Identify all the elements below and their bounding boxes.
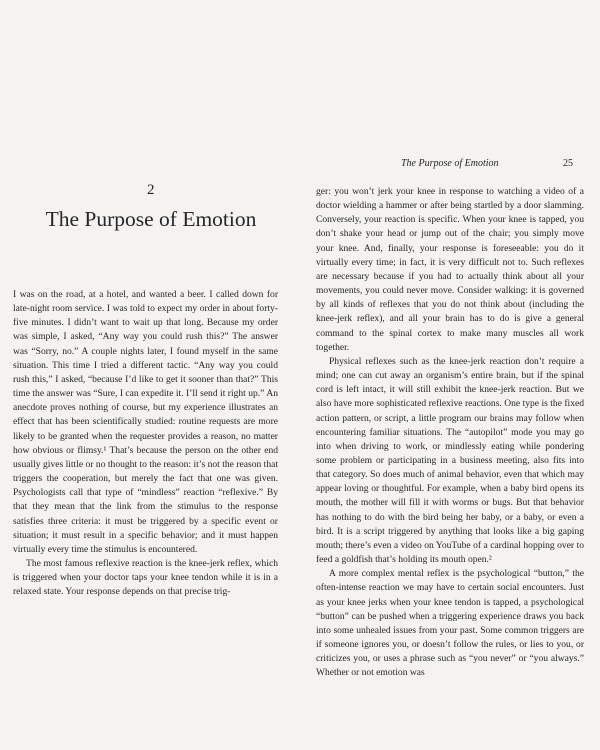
left-body-text xyxy=(13,288,278,599)
paragraph: I was on the road, at a hotel, and wanted a beer. I called down for late-night room service. I was told to expect my order in about forty-five minutes. I didn’t want to wait up that long. Because my order was simple, I asked, “Any way you could rush this?” The answer was “Sorry, no.” A couple nights later, I found myself in the same situation. This time I tried a different tactic. “Any way you could rush this,” I asked, “because I’d like to get it sooner than that?” This time the answer was “Sure, I can expedite it. I’ll send it right up.” An anecdote proves nothing of course, but my experience illustrates an effect that has been scientifically studied: routine requests are more likely to be granted when the requester provides a reason, no matter how obvious or flimsy.¹ That’s because the person on the other end usually gives little or no thought to the reason: it’s not the reason that triggers the cooperation, but merely the fact that one was given. Psychologists call that type of “mindless” reaction “reflexive.” By that they mean that the link from the stimulus to the response satisfies three criteria: it must be triggered by a specific event or situation; it must result in a specific behavior; and it must happen virtually every time the stimulus is encountered. xyxy=(13,289,278,555)
page-number: 25 xyxy=(563,158,573,169)
paragraph: ger: you won’t jerk your knee in response to watching a video of a doctor wielding a hammer or after being startled by a door slamming. Conversely, your reaction is specific. When your knee is tapped, you don’t shake your head or jump out of the chair; you simply move your knee. And, finally, your response is foreseeable: you do it virtually every time; in fact, it is very difficult not to. Such reflexes are necessary because if you had to actually think about all your movements, you could never move. Consider walking: it is governed by all kinds of reflexes that you do not think about (including the knee-jerk reflex), and all your brain has to do is give a general command to the spinal cortex to make many muscles all work together. xyxy=(316,186,584,353)
paragraph: The most famous reflexive reaction is the knee-jerk reflex, which is triggered when your doctor taps your knee tendon while it is in a relaxed state. Your response depends on that precise trig- xyxy=(13,557,278,598)
right-page xyxy=(300,0,600,750)
paragraph: Physical reflexes such as the knee-jerk reaction don’t require a mind; one can cut away an organism’s entire brain, but if the spinal cord is left intact, it will still exhibit the knee-jerk reaction. But we also have more sophisticated reflexive reactions. One type is the fixed action pattern, or script, a little program our brains may follow when encountering familiar situations. The “autopilot” mode you may go into when driving to work, or mindlessly eating while pondering some problem or participating in a business meeting, also fits into that category. So does much of animal behavior, even that which may appear loving or thoughtful. For example, when a baby bird opens its mouth, the mother will fill it with worms or bugs. But that behavior has nothing to do with the bird being her baby, or a baby, or even a bird. It is a script triggered by anything that looks like a big gaping mouth; there’s even a video on YouTube of a cardinal hopping over to feed a goldfish that’s holding its mouth open.² xyxy=(316,355,584,566)
right-body-text xyxy=(316,185,584,680)
running-head: The Purpose of Emotion xyxy=(401,158,499,169)
chapter-number: 2 xyxy=(147,182,155,198)
paragraph: A more complex mental reflex is the psychological “button,” the often-intense reaction we may have to certain social encounters. Just as your knee jerks when your knee tendon is tapped, a psychological “button” can be pushed when a triggering experience draws you back into some unhealed issues from your past. Some common triggers are if someone ignores you, or doesn’t follow the rules, or lies to you, or criticizes you, or uses a phrase such as “you never” or “you always.” Whether or not emotion was xyxy=(316,568,584,679)
chapter-title: The Purpose of Emotion xyxy=(45,207,257,231)
